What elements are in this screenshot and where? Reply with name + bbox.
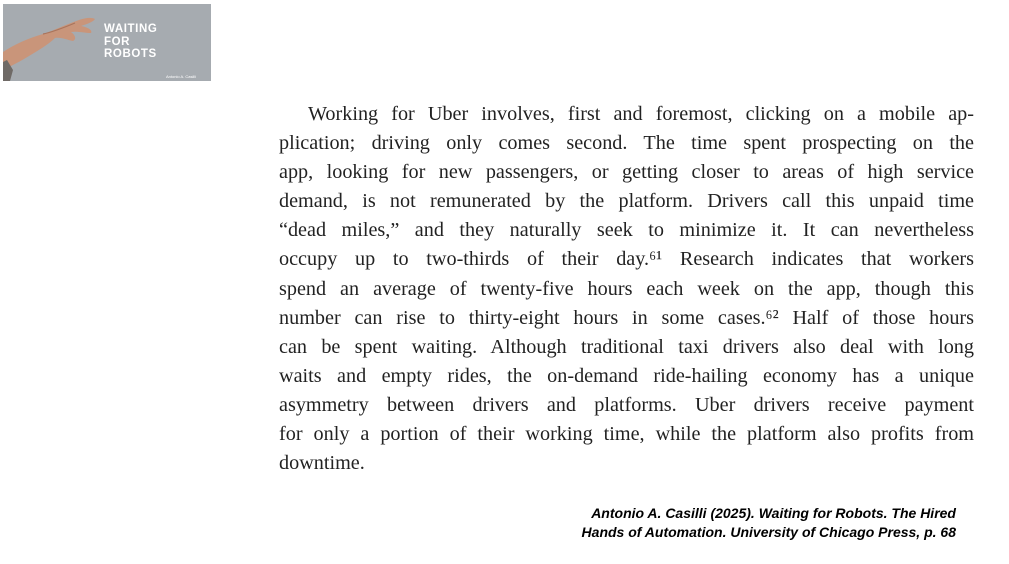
excerpt-line: waits and empty rides, the on-demand ride-hailing economy has a unique: [279, 364, 974, 387]
cover-author: Antonio A. Casilli: [166, 74, 197, 79]
citation-line: Hands of Automation. University of Chicago Press, p. 68: [581, 524, 956, 540]
cover-title-line: WAITING: [104, 23, 158, 35]
excerpt-line: spend an average of twenty-five hours each week on the app, though this: [279, 277, 974, 300]
excerpt-line: occupy up to two-thirds of their day.⁶¹ Research indicates that workers: [279, 248, 974, 271]
excerpt-line: downtime.: [279, 452, 365, 475]
excerpt-line: demand, is not remunerated by the platform. Drivers call this unpaid time: [279, 190, 974, 213]
excerpt-line: “dead miles,” and they naturally seek to minimize it. It can nevertheless: [279, 219, 974, 242]
excerpt-line: for only a portion of their working time, while the platform also profits from: [279, 423, 974, 446]
excerpt-line: app, looking for new passengers, or getting closer to areas of high service: [279, 161, 974, 184]
excerpt-line: plication; driving only comes second. The time spent prospecting on the: [279, 132, 974, 155]
cover-title-line: FOR: [104, 35, 131, 48]
robot-hand-icon: [3, 4, 103, 81]
excerpt-line: Working for Uber involves, first and foremost, clicking on a mobile ap-: [308, 103, 974, 125]
book-cover-thumbnail: [3, 4, 211, 81]
cover-title: [104, 23, 157, 61]
excerpt-line: number can rise to thirty-eight hours in some cases.⁶² Half of those hours: [279, 306, 974, 329]
book-excerpt: [279, 100, 974, 478]
excerpt-line: asymmetry between drivers and platforms. Uber drivers receive payment: [279, 393, 974, 416]
cover-title-line: ROBOTS: [104, 48, 157, 60]
excerpt-line: can be spent waiting. Although traditional taxi drivers also deal with long: [279, 335, 974, 358]
citation-line: Antonio A. Casilli (2025). Waiting for Robots. The Hired: [591, 505, 956, 521]
citation: [500, 504, 956, 542]
